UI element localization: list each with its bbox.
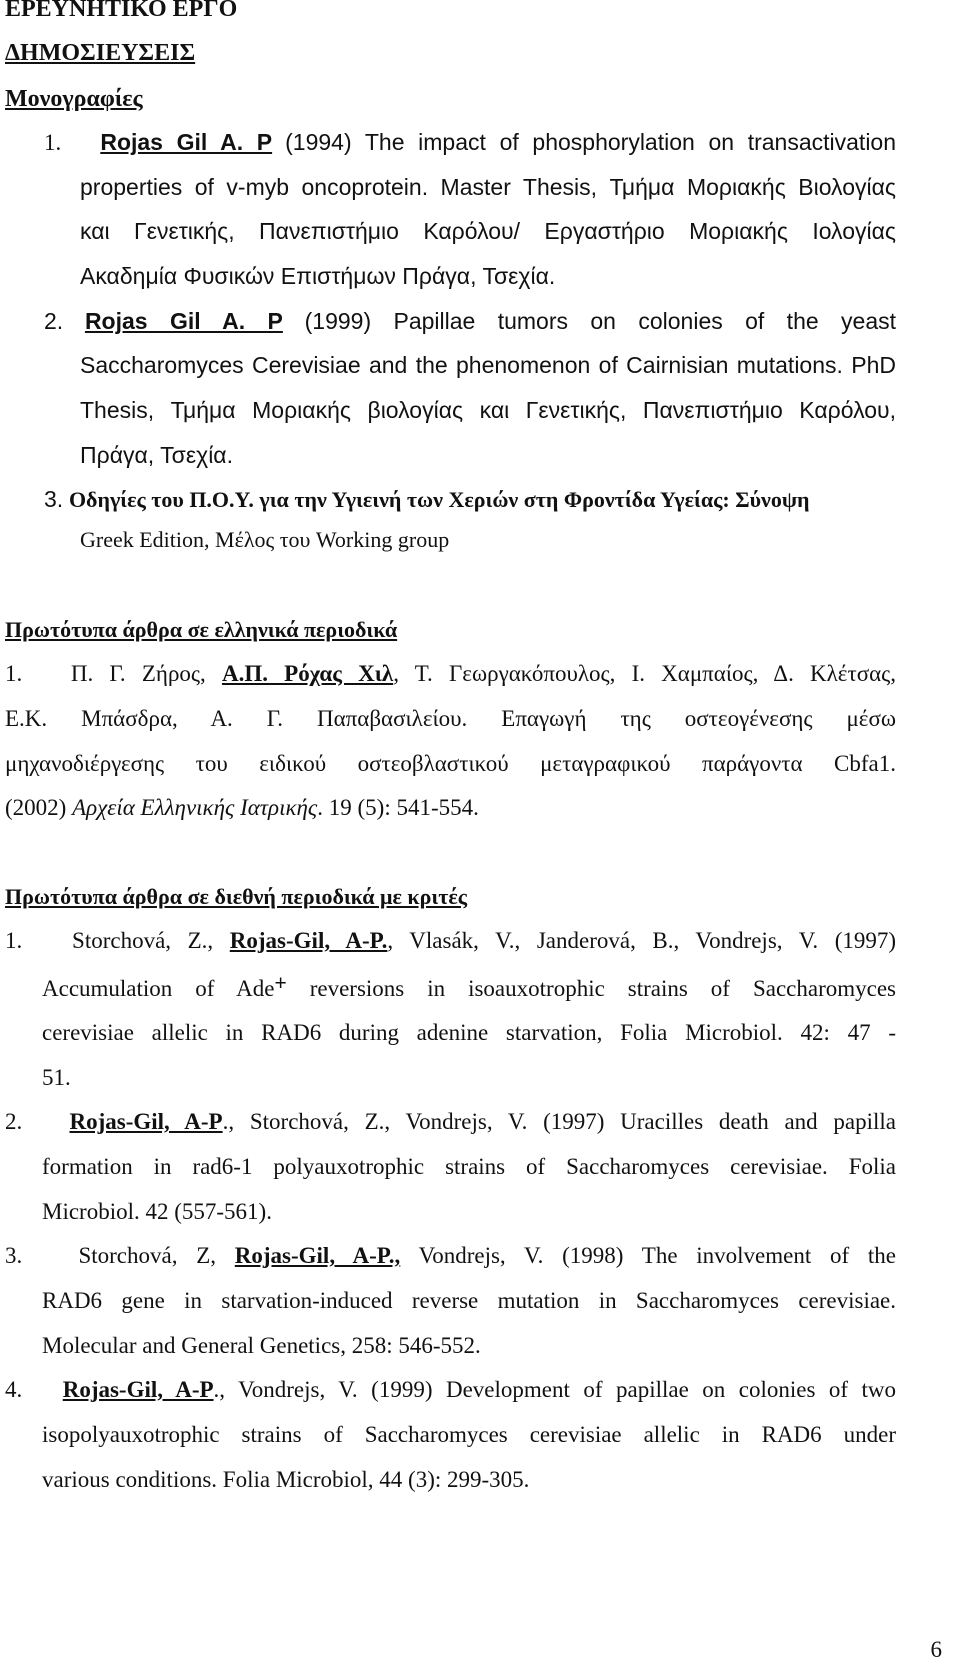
item-number: 3.: [5, 1243, 23, 1268]
monograph-2-line-4: Πράγα, Τσεχία.: [80, 442, 233, 468]
monographs-heading: Μονογραφίες: [5, 86, 143, 112]
monograph-2-line-3: Thesis, Τμήμα Μοριακής βιολογίας και Γενετικής, Πανεπιστήμιο Καρόλου,: [80, 397, 896, 423]
journal-name: Αρχεία Ελληνικής Ιατρικής: [72, 795, 318, 820]
page-title: ΕΡΕΥΝΗΤΙΚΟ ΕΡΓΟ: [5, 0, 238, 22]
monograph-3-line-2: Greek Edition, Μέλος του Working group: [80, 527, 450, 552]
author-name: Rojas-Gil, A-P.,: [234, 1243, 401, 1268]
intl-articles-heading: Πρωτότυπα άρθρα σε διεθνή περιοδικά με κριτές: [5, 884, 468, 909]
intl-article-1-line-2: Accumulation of Ade+ reversions in isoauxotrophic strains of Saccharomyces: [42, 972, 896, 1001]
intl-article-1-line-3: cerevisiae allelic in RAD6 during adenine starvation, Folia Microbiol. 42: 47 -: [42, 1020, 896, 1045]
intl-article-1-line-1: 1. Storchová, Z., Rojas-Gil, A-P., Vlasák, V., Janderová, B., Vondrejs, V. (1997): [5, 928, 897, 953]
greek-article-1-line-3: μηχανοδιέργεσης του ειδικού οστεοβλαστικού μεταγραφικού παράγοντα Cbfa1.: [5, 751, 896, 776]
item-number: 1.: [5, 661, 23, 686]
monograph-1-line-4: Ακαδημία Φυσικών Επιστήμων Πράγα, Τσεχία.: [80, 263, 556, 289]
author-name: Rojas-Gil, A-P.: [229, 928, 388, 953]
item-number: 3.: [44, 486, 64, 512]
monograph-1-line-3: και Γενετικής, Πανεπιστήμιο Καρόλου/ Εργαστήριο Μοριακής Ιολογίας: [80, 218, 896, 244]
item-number: 4.: [5, 1377, 23, 1402]
monograph-2-line-2: Saccharomyces Cerevisiae and the phenomenon of Cairnisian mutations. PhD: [80, 352, 896, 378]
author-name: Rojas Gil A. P: [84, 308, 283, 334]
monograph-1-line-2: properties of v-myb oncoprotein. Master Thesis, Τμήμα Μοριακής Βιολογίας: [80, 174, 896, 200]
greek-article-1-line-2: Ε.Κ. Μπάσδρα, Α. Γ. Παπαβασιλείου. Επαγωγή της οστεογένεσης μέσω: [5, 706, 896, 731]
item-number: 2.: [44, 308, 64, 334]
author-name: Α.Π. Ρόχας Χιλ: [221, 661, 394, 686]
monograph-2-line-1: 2. Rojas Gil A. P (1999) Papillae tumors on colonies of the yeast: [44, 308, 897, 334]
item-number: 1.: [5, 928, 23, 953]
page-number: 6: [930, 1637, 942, 1662]
intl-article-3-line-1: 3. Storchová, Z, Rojas-Gil, A-P., Vondrejs, V. (1998) The involvement of the: [5, 1243, 896, 1268]
author-name: Rojas Gil A. P: [100, 129, 273, 155]
intl-article-3-line-3: Molecular and General Genetics, 258: 546-552.: [42, 1333, 481, 1358]
intl-article-1-line-4: 51.: [42, 1065, 71, 1090]
intl-article-2-line-3: Microbiol. 42 (557-561).: [42, 1199, 272, 1224]
author-name: Rojas-Gil, A-P: [69, 1109, 223, 1134]
greek-articles-heading: Πρωτότυπα άρθρα σε ελληνικά περιοδικά: [5, 617, 398, 642]
greek-article-1-line-4: (2002) Αρχεία Ελληνικής Ιατρικής. 19 (5): 541-554.: [5, 795, 479, 820]
page-subtitle: ΔΗΜΟΣΙΕΥΣΕΙΣ: [5, 40, 196, 66]
intl-article-4-line-3: various conditions. Folia Microbiol, 44 (3): 299-305.: [42, 1467, 530, 1492]
greek-article-1-line-1: 1. Π. Γ. Ζήρος, Α.Π. Ρόχας Χιλ, Τ. Γεωργακόπουλος, Ι. Χαμπαίος, Δ. Κλέτσας,: [5, 661, 897, 686]
monograph-1-line-1: 1. Rojas Gil A. P (1994) The impact of phosphorylation on transactivation: [44, 129, 897, 155]
item-number: 1.: [44, 130, 62, 155]
intl-article-2-line-2: formation in rad6-1 polyauxotrophic strains of Saccharomyces cerevisiae. Folia: [42, 1154, 896, 1179]
intl-article-2-line-1: 2. Rojas-Gil, A-P., Storchová, Z., Vondrejs, V. (1997) Uracilles death and papilla: [5, 1109, 896, 1134]
monograph-3-line-1: 3. Οδηγίες του Π.Ο.Υ. για την Υγιεινή των Χεριών στη Φροντίδα Υγείας: Σύνοψη: [44, 486, 810, 512]
author-name: Rojas-Gil, A-P: [62, 1377, 214, 1402]
intl-article-4-line-2: isopolyauxotrophic strains of Saccharomyces cerevisiae allelic in RAD6 under: [42, 1422, 896, 1447]
item-number: 2.: [5, 1109, 23, 1134]
intl-article-4-line-1: 4. Rojas-Gil, A-P., Vondrejs, V. (1999) Development of papillae on colonies of two: [5, 1377, 897, 1402]
intl-article-3-line-2: RAD6 gene in starvation-induced reverse mutation in Saccharomyces cerevisiae.: [42, 1288, 896, 1313]
